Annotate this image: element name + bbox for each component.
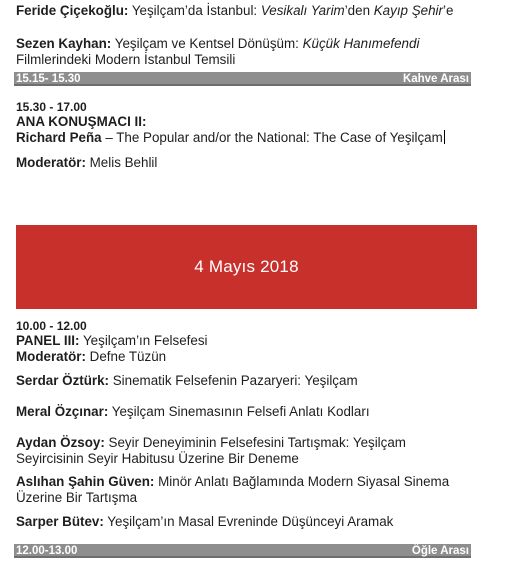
- moderator-label: Moderatör:: [16, 349, 86, 364]
- speaker-name: Sarper Bütev:: [16, 514, 104, 529]
- talk-serdar-ozturk: [16, 373, 358, 389]
- speaker-name: Meral Özçınar:: [16, 404, 109, 419]
- talk-title: Yeşilçam’da İstanbul:: [128, 3, 261, 18]
- talk-title-continued: Seyircisinin Seyir Habitusu Üzerine Bir Deneme: [16, 451, 299, 466]
- talk-title: – The Popular and/or the National: The Case of Yeşilçam: [101, 130, 443, 145]
- panel-moderator: [16, 349, 166, 365]
- speaker-name: Feride Çiçekoğlu:: [16, 3, 129, 18]
- session-time: 15.30 - 17.00: [16, 100, 87, 114]
- talk-title: ’den: [344, 3, 374, 18]
- speaker-name: Richard Peña: [16, 130, 102, 145]
- talk-title: Yeşilçam Sinemasının Felsefi Anlatı Kodları: [108, 404, 370, 419]
- date-heading: 4 Mayıs 2018: [194, 257, 299, 276]
- text-cursor: [444, 130, 445, 144]
- talk-feride-cicekoglu: [16, 3, 453, 19]
- talk-sarper-butev: [16, 514, 393, 530]
- keynote-moderator: [16, 155, 157, 171]
- speaker-name: Aydan Özsoy:: [16, 435, 105, 450]
- talk-title: Minör Anlatı Bağlamında Modern Siyasal Sinema: [154, 474, 450, 489]
- talk-title: Yeşilçam’ın Masal Evreninde Düşünceyi Aramak: [103, 514, 394, 529]
- break-time: 15.15- 15.30: [16, 73, 81, 85]
- film-title: Küçük Hanımefendi: [302, 36, 420, 51]
- speaker-name: Sezen Kayhan:: [16, 36, 112, 51]
- moderator-label: Moderatör:: [16, 155, 86, 170]
- speaker-name: Serdar Öztürk:: [16, 373, 110, 388]
- talk-title-continued: Filmlerindeki Modern İstanbul Temsili: [16, 52, 236, 67]
- panel-heading: [16, 333, 208, 349]
- talk-title: ’e: [442, 3, 454, 18]
- break-label: Öğle Arası: [411, 545, 469, 557]
- keynote-talk: [16, 130, 445, 146]
- film-title: Vesikalı Yarim: [260, 3, 345, 18]
- talk-meral-ozcinar: [16, 404, 370, 420]
- talk-title: Sinematik Felsefenin Pazaryeri: Yeşilçam: [109, 373, 358, 388]
- talk-title: Yeşilçam ve Kentsel Dönüşüm:: [111, 36, 303, 51]
- moderator-name: Defne Tüzün: [85, 349, 167, 364]
- session-heading: ANA KONUŞMACI II:: [16, 114, 147, 129]
- break-time: 12.00-13.00: [16, 545, 78, 557]
- panel-title: Yeşilçam’ın Felsefesi: [79, 333, 208, 348]
- session-time: 10.00 - 12.00: [16, 319, 87, 333]
- break-bar-lunch: [14, 544, 471, 558]
- break-label: Kahve Arası: [402, 73, 469, 85]
- moderator-name: Melis Behlil: [85, 155, 158, 170]
- talk-aydan-ozsoy: [16, 435, 406, 451]
- talk-sezen-kayhan: [16, 36, 419, 52]
- panel-label: PANEL III:: [16, 333, 80, 348]
- date-banner: [16, 225, 477, 309]
- talk-title: Seyir Deneyiminin Felsefesini Tartışmak: Yeşilçam: [104, 435, 406, 450]
- speaker-name: Aslıhan Şahin Güven:: [16, 474, 155, 489]
- talk-aslihan-sahin-guven: [16, 474, 449, 490]
- film-title: Kayıp Şehir: [373, 3, 443, 18]
- break-bar-coffee: [14, 72, 471, 86]
- talk-title-continued: Üzerine Bir Tartışma: [16, 490, 138, 505]
